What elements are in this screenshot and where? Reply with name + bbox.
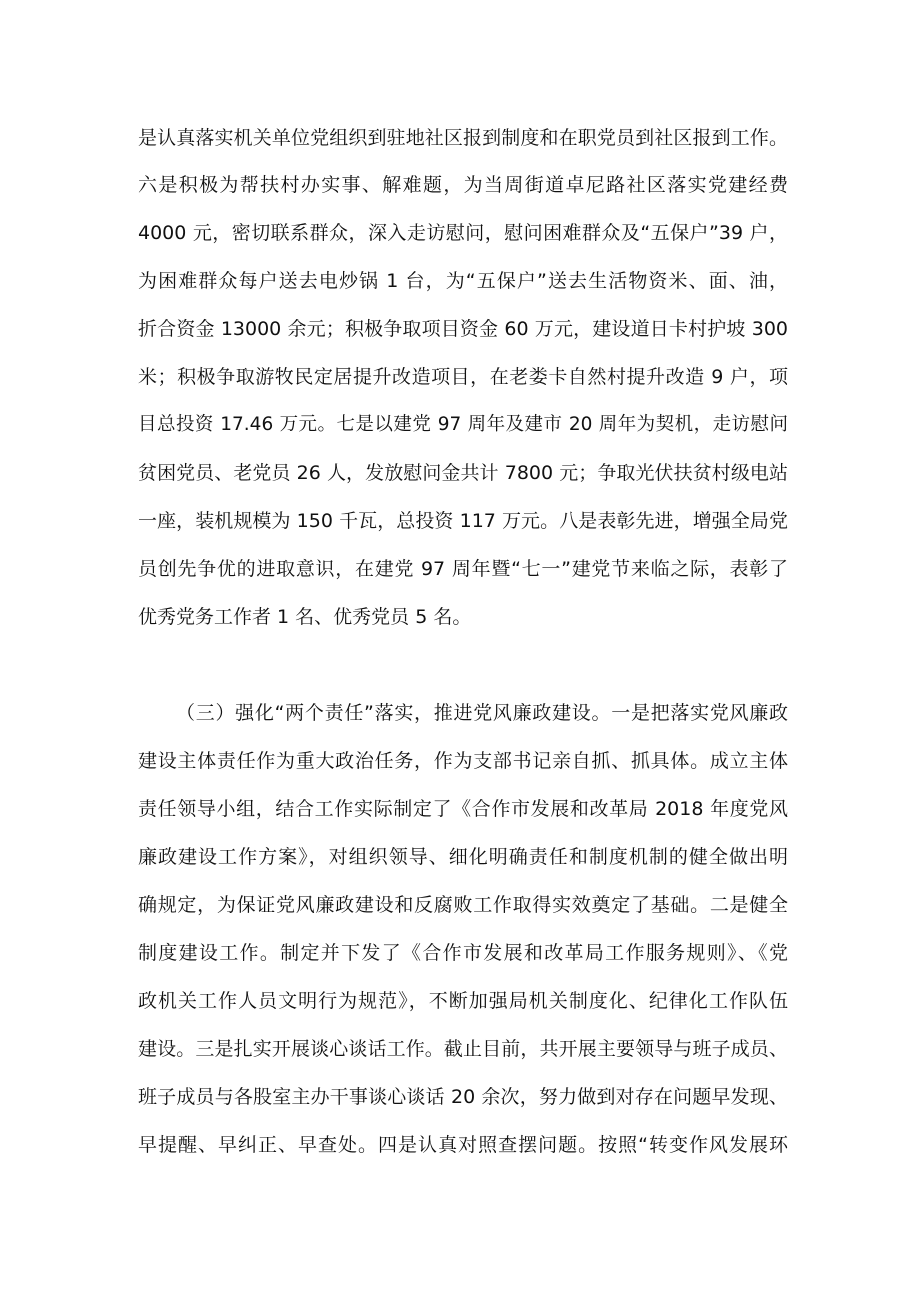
paragraph-1-line-11: 优秀党务工作者 1 名、优秀党员 5 名。 (138, 606, 472, 628)
paragraph-1-line-3: 4000 元，密切联系群众，深入走访慰问，慰问困难群众及“五保户”39 户， (138, 222, 788, 244)
paragraph-2-line-10: 早提醒、早纠正、早查处。四是认真对照查摆问题。按照“转变作风发展环 (138, 1134, 788, 1156)
paragraph-1-line-2: 六是积极为帮扶村办实事、解难题，为当周街道卓尼路社区落实党建经费 (138, 174, 788, 196)
paragraph-1-line-10: 员创先争优的进取意识，在建党 97 周年暨“七一”建党节来临之际，表彰了 (138, 558, 788, 580)
paragraph-2-line-4: 廉政建设工作方案》，对组织领导、细化明确责任和制度机制的健全做出明 (138, 846, 788, 868)
paragraph-2-line-5: 确规定，为保证党风廉政建设和反腐败工作取得实效奠定了基础。二是健全 (138, 894, 788, 916)
paragraph-1-line-6: 米；积极争取游牧民定居提升改造项目，在老娄卡自然村提升改造 9 户，项 (138, 366, 788, 388)
paragraph-2-line-8: 建设。三是扎实开展谈心谈话工作。截止目前，共开展主要领导与班子成员、 (138, 1038, 788, 1060)
paragraph-2-line-1: （三）强化“两个责任”落实，推进党风廉政建设。一是把落实党风廉政 (176, 702, 788, 724)
paragraph-2-line-2: 建设主体责任作为重大政治任务，作为支部书记亲自抓、抓具体。成立主体 (138, 750, 788, 772)
paragraph-1-line-4: 为困难群众每户送去电炒锅 1 台，为“五保户”送去生活物资米、面、油， (138, 270, 788, 292)
paragraph-2-line-7: 政机关工作人员文明行为规范》，不断加强局机关制度化、纪律化工作队伍 (138, 990, 788, 1012)
paragraph-1-line-8: 贫困党员、老党员 26 人，发放慰问金共计 7800 元；争取光伏扶贫村级电站 (138, 462, 788, 484)
paragraph-1-line-5: 折合资金 13000 余元；积极争取项目资金 60 万元，建设道日卡村护坡 300 (138, 318, 788, 340)
paragraph-2-line-3: 责任领导小组，结合工作实际制定了《合作市发展和改革局 2018 年度党风 (138, 798, 788, 820)
paragraph-1-line-9: 一座，装机规模为 150 千瓦，总投资 117 万元。八是表彰先进，增强全局党 (138, 510, 788, 532)
paragraph-1-line-1: 是认真落实机关单位党组织到驻地社区报到制度和在职党员到社区报到工作。 (138, 127, 788, 149)
paragraph-2-line-6: 制度建设工作。制定并下发了《合作市发展和改革局工作服务规则》、《党 (138, 942, 788, 964)
paragraph-2-line-9: 班子成员与各股室主办干事谈心谈话 20 余次，努力做到对存在问题早发现、 (138, 1086, 788, 1108)
paragraph-1-line-7: 目总投资 17.46 万元。七是以建党 97 周年及建市 20 周年为契机，走访慰问 (138, 414, 788, 435)
